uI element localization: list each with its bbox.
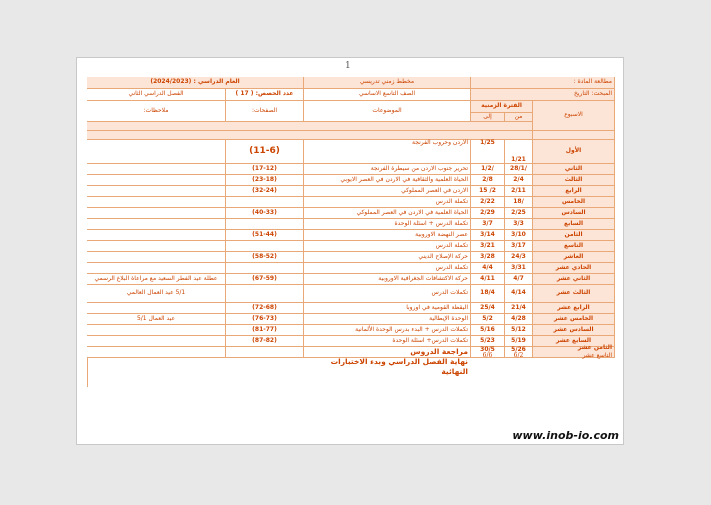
topic-cell: تكملة الدرس + اسئلة الوحدة [304,219,471,230]
topic-cell: الحياة العلمية والثقافية في الاردن في العصر الايوبي [304,175,471,186]
week-cell: الخامس عشر [533,314,615,325]
notes-cell [87,252,226,263]
to-date: 5/16 [471,325,505,336]
semester-label: الفصل الدراسي الثاني [87,89,226,101]
from-date: 2/11 [505,186,533,197]
period-header: الفترة الزمنية [471,101,533,113]
schedule-table [87,77,615,407]
to-date: 3/14 [471,230,505,241]
pages-cell: (87-82) [226,336,304,347]
notes-cell [87,347,226,358]
week-cell: الرابع عشر [533,303,615,314]
from-date: 5/12 [505,325,533,336]
to-date: 5/2 [471,314,505,325]
pages-cell: (23-18) [226,175,304,186]
topic-cell: حركة الإصلاح الديني [304,252,471,263]
from-date: 4/28 [505,314,533,325]
pages-cell [226,241,304,252]
week-cell: الثاني [533,164,615,175]
week-cell: السادس عشر [533,325,615,336]
school-year: العام الدراسي : (2024/2023) [87,77,304,89]
topic-cell: تكملات الدرس+ اسئلة الوحدة [304,336,471,347]
pages-cell: (58-52) [226,252,304,263]
to-date: 3/21 [471,241,505,252]
notes-cell [87,208,226,219]
pages-cell: (32-24) [226,186,304,197]
topic-cell: تكملة الدرس [304,241,471,252]
topic-cell: اليقظة القومية في اوروبا [304,303,471,314]
notes-cell: عطلة عيد الفطر السعيد مع مراعاة البلاغ الرسمي [87,274,226,285]
pages-cell [226,263,304,274]
watermark: www.inob-io.com [512,429,619,442]
document-page [76,57,624,445]
pages-cell: (76-73) [226,314,304,325]
to-date: /1/2 [471,164,505,175]
notes-cell [87,140,226,164]
notes-cell: 5/1 عيد العمال العالمي [87,285,226,303]
to-header: إلى [471,113,505,122]
pages-cell: (81-77) [226,325,304,336]
to-date [471,347,505,358]
pages-cell: (72-68) [226,303,304,314]
from-date: 4/7 [505,274,533,285]
to-date: 2/ 15 [471,186,505,197]
grade-label: الصف التاسع الاساسي [304,89,471,101]
to-date-bottom: 6/6 [482,352,493,360]
pages-cell: (51-44) [226,230,304,241]
spacer-cell [533,131,615,140]
to-date: 2/22 [471,197,505,208]
week-cell: العاشر [533,252,615,263]
notes-cell [87,325,226,336]
from-date: 3/17 [505,241,533,252]
topic-cell: الحياة العلمية في الاردن في العصر المملوكي [304,208,471,219]
notes-header: ملاحظات: [87,101,226,122]
topic-cell: عصر النهضة الاوروبية [304,230,471,241]
topic-cell: الاردن في العصر المملوكي [304,186,471,197]
week-sub-label: التاسع عشر [582,352,612,359]
from-date: /18 [505,197,533,208]
week-cell: التاسع [533,241,615,252]
topic-cell: الاردن وحروب الفرنجة [304,140,471,164]
week-cell [533,343,615,359]
to-date: 1/25 [471,140,505,164]
subject-label: المبحث: التاريخ [471,89,615,101]
from-date: 3/10 [505,230,533,241]
to-date: 4/11 [471,274,505,285]
from-date: 3/31 [505,263,533,274]
notes-cell [87,303,226,314]
week-cell: الرابع [533,186,615,197]
notes-cell [87,197,226,208]
topic-cell: الوحدة الإيطالية [304,314,471,325]
week-header: الاسبوع [533,101,615,131]
topic-cell: تكملة الدرس [304,197,471,208]
spacer-row [87,122,533,131]
to-date: 5/23 [471,336,505,347]
to-date: 2/29 [471,208,505,219]
subject-name-label: مطالعة المادة : [471,77,615,89]
plan-title: مخطط زمني تدريسي [304,77,471,89]
pages-cell [226,197,304,208]
from-date-value: 1/21 [511,155,526,163]
notes-cell [87,186,226,197]
to-date: 3/7 [471,219,505,230]
week-cell: الثامن [533,230,615,241]
pages-cell: (11-6) [226,140,304,164]
week-cell: الأول [533,140,615,164]
topic-cell: تكملات الدرس + البدء بدرس الوحدة الألمانية [304,325,471,336]
pages-cell: (17-12) [226,164,304,175]
notes-cell [87,230,226,241]
from-header: من [505,113,533,122]
notes-cell: عيد العمال 5/1 [87,314,226,325]
from-date [505,140,533,164]
pages-cell [226,219,304,230]
week-cell: السابع عشر [533,336,615,347]
from-date [505,347,533,358]
from-date-value: 5/26 [511,346,526,353]
semester-end-line: نهاية الفصل الدراسي وبدء الاختبارات [330,356,468,366]
topic-cell: تكملة الدرس [304,263,471,274]
pages-cell: (67-59) [226,274,304,285]
to-date: 2/8 [471,175,505,186]
from-date: /28/1 [505,164,533,175]
notes-cell [87,175,226,186]
from-date: 5/19 [505,336,533,347]
page-number: 1 [345,61,351,71]
exams-line: النهائية [441,366,468,376]
topics-header: الموضوعات [304,101,471,122]
week-cell: الثالث عشر [533,285,615,303]
week-cell: السابع [533,219,615,230]
week-cell: الثاني عشر [533,274,615,285]
final-review-cell [304,347,471,376]
from-date: 24/3 [505,252,533,263]
pages-cell [226,285,304,303]
review-line: مراجعة الدروس [410,347,468,356]
from-date: 21/4 [505,303,533,314]
pages-cell: (40-33) [226,208,304,219]
to-date-value: 30/5 [480,346,495,353]
topic-cell: تكملات الدرس [304,285,471,303]
week-cell: الخامس [533,197,615,208]
pages-cell [226,347,304,358]
notes-cell [87,164,226,175]
topic-cell: حركة الاكتشافات الجغرافية الاوروبية [304,274,471,285]
to-date: 25/4 [471,303,505,314]
from-date: 3/3 [505,219,533,230]
to-date: 18/4 [471,285,505,303]
pages-header: الصفحات: [226,101,304,122]
from-date: 2/25 [505,208,533,219]
notes-cell [87,263,226,274]
notes-cell [87,219,226,230]
from-date: 4/14 [505,285,533,303]
week-cell: السادس [533,208,615,219]
notes-cell [87,336,226,347]
from-date-bottom: 6/2 [513,352,524,360]
to-date: 3/28 [471,252,505,263]
topic-cell: تحرير جنوب الاردن من سيطرة الفرنجة [304,164,471,175]
to-date: 4/4 [471,263,505,274]
week-label: الثامن عشر [577,343,612,351]
week-cell: الحادي عشر [533,263,615,274]
notes-cell [87,241,226,252]
from-date: 2/4 [505,175,533,186]
week-cell: الثالث [533,175,615,186]
lessons-count: عدد الحصص: ( 17 ) [226,89,304,101]
